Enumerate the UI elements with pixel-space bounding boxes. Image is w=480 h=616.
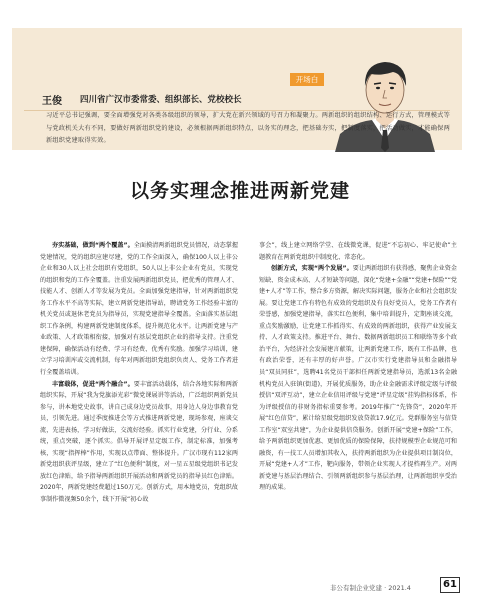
- magazine-footer: 非公有制企业党建 · 2021.4: [330, 584, 411, 592]
- intro-text: 习近平总书记强调，要全面增强党对各类各级组织的领导，扩大党在新兴领域的号召力和凝聚力。两新组织的组织结构、运行方式，管理模式等与党政机关大有不同，要做好两新组织党的建设，必须根据两新组织特点，以务实的理念，把基础夯实，把制度落实，把活动做实，才能确保两新组织党建取得实效。: [46, 112, 450, 144]
- paragraph-text: 要让两新组织有获得感，聚焦企业资金短缺、资金成本高、人才短缺等问题，深化“党建+金融”“党建+保险”“党建+人才”等工作，整合多方资源，解决实际问题，服务企业和社会组织发展。要让党建工作有特色有成效的党组织及有良好党员人，党务工作者有荣誉感，加强党建指导，落实红色便利，集中培训提升，定期座谈交流，重点奖励激励，让党建工作抓得实、有成效的两新组织，获得产业发展支持、人才政策支持。推进平台、舞台、数据两新组织员工和联络等多个政治平台，为经济社会发展建言献策，让两新党建工作，既有工作品牌，也有政治荣誉，还有丰厚的好声誉。广汉市实行党建指导员和金融指导员“双员同驻”，选聘41名党员干部担任两新党建指导员，选派13名金融机构党员入驻镇(街道)，开展优质服务，助企业金融需求评级定级与评级授信“双评互动”，建立企业信用评级与党建“评星定级”挂钩指标体系，作为评级授信的非财务指标重要参考。2019年推广“先锋贷”，2020年开展“红色信贷”，累计给星级党组织发放贷款17.9亿元。党群服务室与信贷工作室“双室共建”，为企业提供信贷服务。创新开展“党建+保险”工作，给予两新组织更加优惠、更加优质的保险保障，扶持规模型企业规范可和融资，有一技工人员增加其收入，扶持两新组织为企业提供项目制岗位，开展“党建+人才”工作，靶向服务，带领企业实现人才提档再生产。对两新党建与基层治理结合、引领两新组织参与基层治理，让两新组织享受治理的成果。: [259, 265, 458, 492]
- paragraph: [259, 240, 457, 263]
- right-column: [259, 240, 457, 494]
- paragraph: [259, 263, 457, 494]
- column-tag: 开场白: [290, 73, 324, 86]
- article-title: 以务实理念推进两新党建: [129, 180, 350, 202]
- paragraph-lead: 创新方式，实现“两个发展”。: [271, 265, 353, 273]
- page-number: 61: [440, 577, 460, 593]
- paragraph: [40, 240, 238, 379]
- paragraph: [40, 379, 238, 506]
- left-column: [40, 240, 238, 506]
- paragraph-lead: 夯实基础，做到“两个覆盖”。: [52, 242, 134, 249]
- paragraph-text: 全面摸清两新组织党员情况，动态掌握党建情况，党的组织应建尽建，党的工作全面深入，确保100人以上非公企业和30人以上社会组织有党组织，50人以上非公企业有党员，实现党的组织和党的工作全覆盖。注重发展两新组织党员，把优秀的管理人才、技能人才、创新人才等发展为党员。全面加强党建指导，针对两新组织党务工作水平不高等实际，建立两新党建指导站，聘请党务工作经验丰富的机关党员或退休老党员为指导员，实现党建指导全覆盖。全面落实基层组织工作条例，构建两新党建制度体系，提升规范化水平。让两新党建与产业政策、人才政策相衔接，加强对有基层党组织企业的指导支持。注重党建保障，确保活动有经费、学习有经费、优秀有奖励。加强学习培训，建立学习培训库或交流机制，每年对两新组织党组织负责人、党务工作者进行全覆盖培训。: [40, 242, 239, 377]
- author-name: 王俊: [42, 96, 62, 107]
- paragraph-text: 事会”，线上建立网络学堂、在线微党课，促进“不忘初心、牢记使命”主题教育在两新党组织中制度化、常态化。: [259, 242, 457, 261]
- paragraph-text: 要丰富活动载体，结合各地实际和两新组织实际，开展“我为党旗添光彩”微党课展讲等活动，广泛组织两新党员参与，讲本地党史故事，讲自己成身边党员故事，用身边人身边事教育党员，引领先进。通过季度推进会等方式推进两新党建，现场参观，座谈交流，先进表扬，学习好做法，交流好经验。抓实行业党建，分行业、分系统，重点突破，逐个抓实。倡导开展评星定级工作，制定标准，加强考核，实现“指挥棒”作用，实现以点带面、整体提升。广汉市现有112家两新党组织获评星级，建立了“红色便利”制度，对一星五星级党组织书记发放红色津贴，给予指导两新组织开展活动和两新党员的指导员红色津贴。2020年，两新党建经费超过150万元。创新方式，用本地党员，党组织故事制作微视频50余个，线下开展“初心故: [40, 380, 239, 504]
- author-title: 四川省广汉市委常委、组织部长、党校校长: [80, 95, 242, 105]
- paragraph-lead: 丰富载体，促进“两个融合”。: [52, 380, 134, 388]
